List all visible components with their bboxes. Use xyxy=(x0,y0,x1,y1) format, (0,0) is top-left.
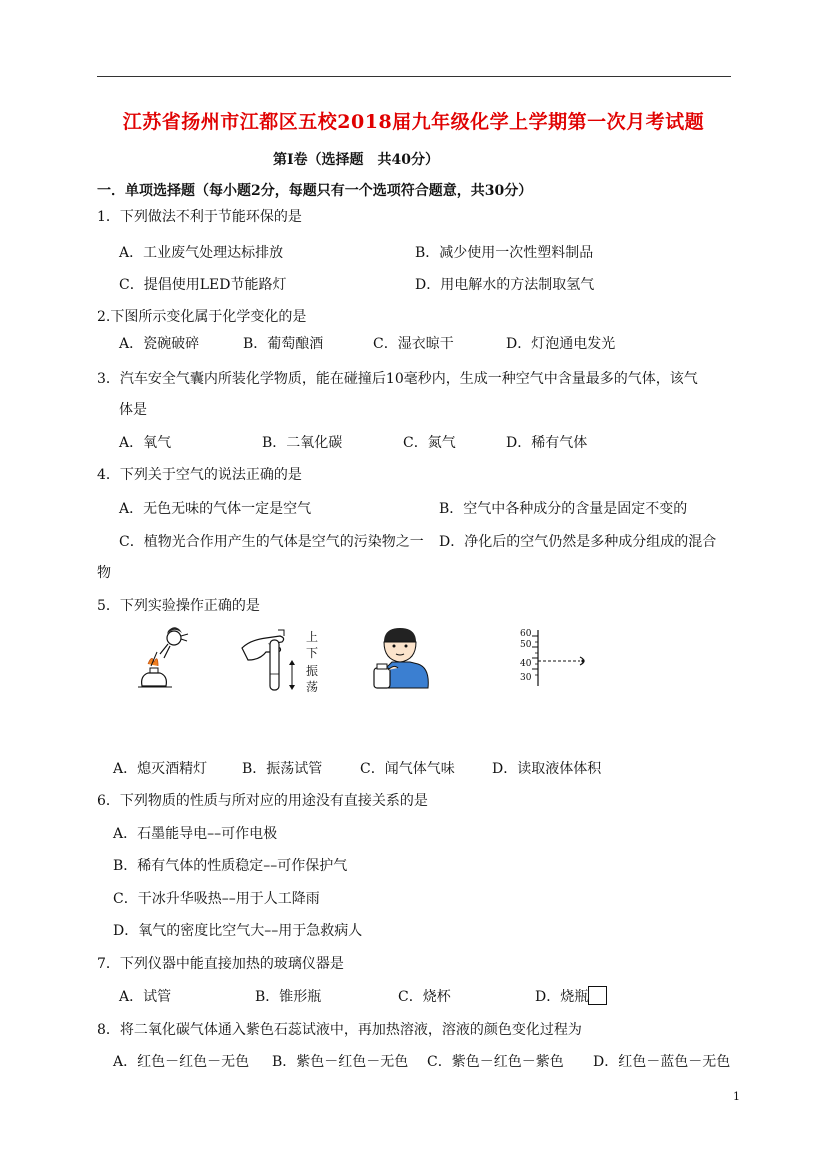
question-8-option-d: D．红色－蓝色－无色 xyxy=(593,1054,731,1070)
question-3-option-a: A．氧气 xyxy=(119,435,172,451)
question-1-option-c: C．提倡使用LED节能路灯 xyxy=(119,277,287,293)
question-3-stem: 3．汽车安全气囊内所装化学物质，能在碰撞后10毫秒内，生成一种空气中含量最多的气体，该气 xyxy=(97,371,698,387)
question-4-option-d-cont: 物 xyxy=(97,565,111,581)
shake-label-down: 下 xyxy=(306,646,319,660)
question-7-stem: 7．下列仪器中能直接加热的玻璃仪器是 xyxy=(97,956,344,972)
question-1-option-d: D．用电解水的方法制取氢气 xyxy=(415,277,595,293)
question-7-option-a: A．试管 xyxy=(119,989,172,1005)
question-5-option-d: D．读取液体体积 xyxy=(492,761,602,777)
question-2-option-a: A．瓷碗破碎 xyxy=(119,336,200,352)
question-4-option-c: C．植物光合作用产生的气体是空气的污染物之一 xyxy=(119,534,424,550)
scale-30: 30 xyxy=(520,673,532,683)
question-2-stem: 2.下图所示变化属于化学变化的是 xyxy=(97,309,307,325)
question-6-option-d: D．氧气的密度比空气大––用于急救病人 xyxy=(113,923,363,939)
question-2-option-c: C．湿衣晾干 xyxy=(373,336,454,352)
shake-label-shake: 振 xyxy=(306,664,319,678)
question-5-option-a: A．熄灭酒精灯 xyxy=(113,761,208,777)
shake-label-swirl: 荡 xyxy=(306,680,319,694)
scale-50: 50 xyxy=(520,640,532,650)
question-8-option-c: C．紫色－红色－紫色 xyxy=(427,1054,564,1070)
question-6-option-a: A．石墨能导电––可作电极 xyxy=(113,826,278,842)
exam-title: 江苏省扬州市江都区五校2018届九年级化学上学期第一次月考试题 xyxy=(122,111,705,133)
scale-60: 60 xyxy=(520,629,532,639)
question-6-option-b: B．稀有气体的性质稳定––可作保护气 xyxy=(113,858,348,874)
question-7-option-c: C．烧杯 xyxy=(398,989,451,1005)
header-rule xyxy=(97,76,731,77)
page-number: 1 xyxy=(733,1090,740,1103)
question-4-stem: 4．下列关于空气的说法正确的是 xyxy=(97,467,302,483)
question-4-option-b: B．空气中各种成分的含量是固定不变的 xyxy=(439,501,688,517)
question-8-option-b: B．紫色－红色－无色 xyxy=(272,1054,409,1070)
shake-label-up: 上 xyxy=(306,630,319,644)
question-4-option-d: D．净化后的空气仍然是多种成分组成的混合 xyxy=(439,534,717,550)
question-2-option-d: D．灯泡通电发光 xyxy=(506,336,616,352)
answer-box xyxy=(588,986,607,1005)
question-7-option-d: D．烧瓶 xyxy=(535,989,589,1005)
question-5-option-b: B．振荡试管 xyxy=(242,761,323,777)
question-6-option-c: C．干冰升华吸热––用于人工降雨 xyxy=(113,891,320,907)
question-5-option-c: C．闻气体气味 xyxy=(360,761,455,777)
question-2-option-b: B．葡萄酿酒 xyxy=(243,336,324,352)
scale-40: 40 xyxy=(520,659,532,669)
question-3-option-d: D．稀有气体 xyxy=(506,435,588,451)
question-4-option-a: A．无色无味的气体一定是空气 xyxy=(119,501,312,517)
question-7-option-b: B．锥形瓶 xyxy=(255,989,322,1005)
question-1-option-a: A．工业废气处理达标排放 xyxy=(119,245,284,261)
question-1-stem: 1．下列做法不利于节能环保的是 xyxy=(97,209,302,225)
question-3-option-c: C．氮气 xyxy=(403,435,456,451)
alcohol-lamp-figure xyxy=(134,624,190,690)
section-heading: 一．单项选择题（每小题2分，每题只有一个选项符合题意，共30分） xyxy=(97,183,533,199)
question-5-stem: 5．下列实验操作正确的是 xyxy=(97,598,260,614)
question-8-option-a: A．红色－红色－无色 xyxy=(113,1054,250,1070)
question-8-stem: 8．将二氧化碳气体通入紫色石蕊试液中，再加热溶液，溶液的颜色变化过程为 xyxy=(97,1022,582,1038)
question-3-stem-cont: 体是 xyxy=(119,402,147,418)
shaking-test-tube-figure xyxy=(240,626,302,694)
question-6-stem: 6．下列物质的性质与所对应的用途没有直接关系的是 xyxy=(97,793,428,809)
volume-heading: 第Ⅰ卷（选择题 共40分） xyxy=(273,152,440,168)
smelling-gas-figure xyxy=(370,624,434,690)
question-3-option-b: B．二氧化碳 xyxy=(262,435,343,451)
question-1-option-b: B．减少使用一次性塑料制品 xyxy=(415,245,594,261)
